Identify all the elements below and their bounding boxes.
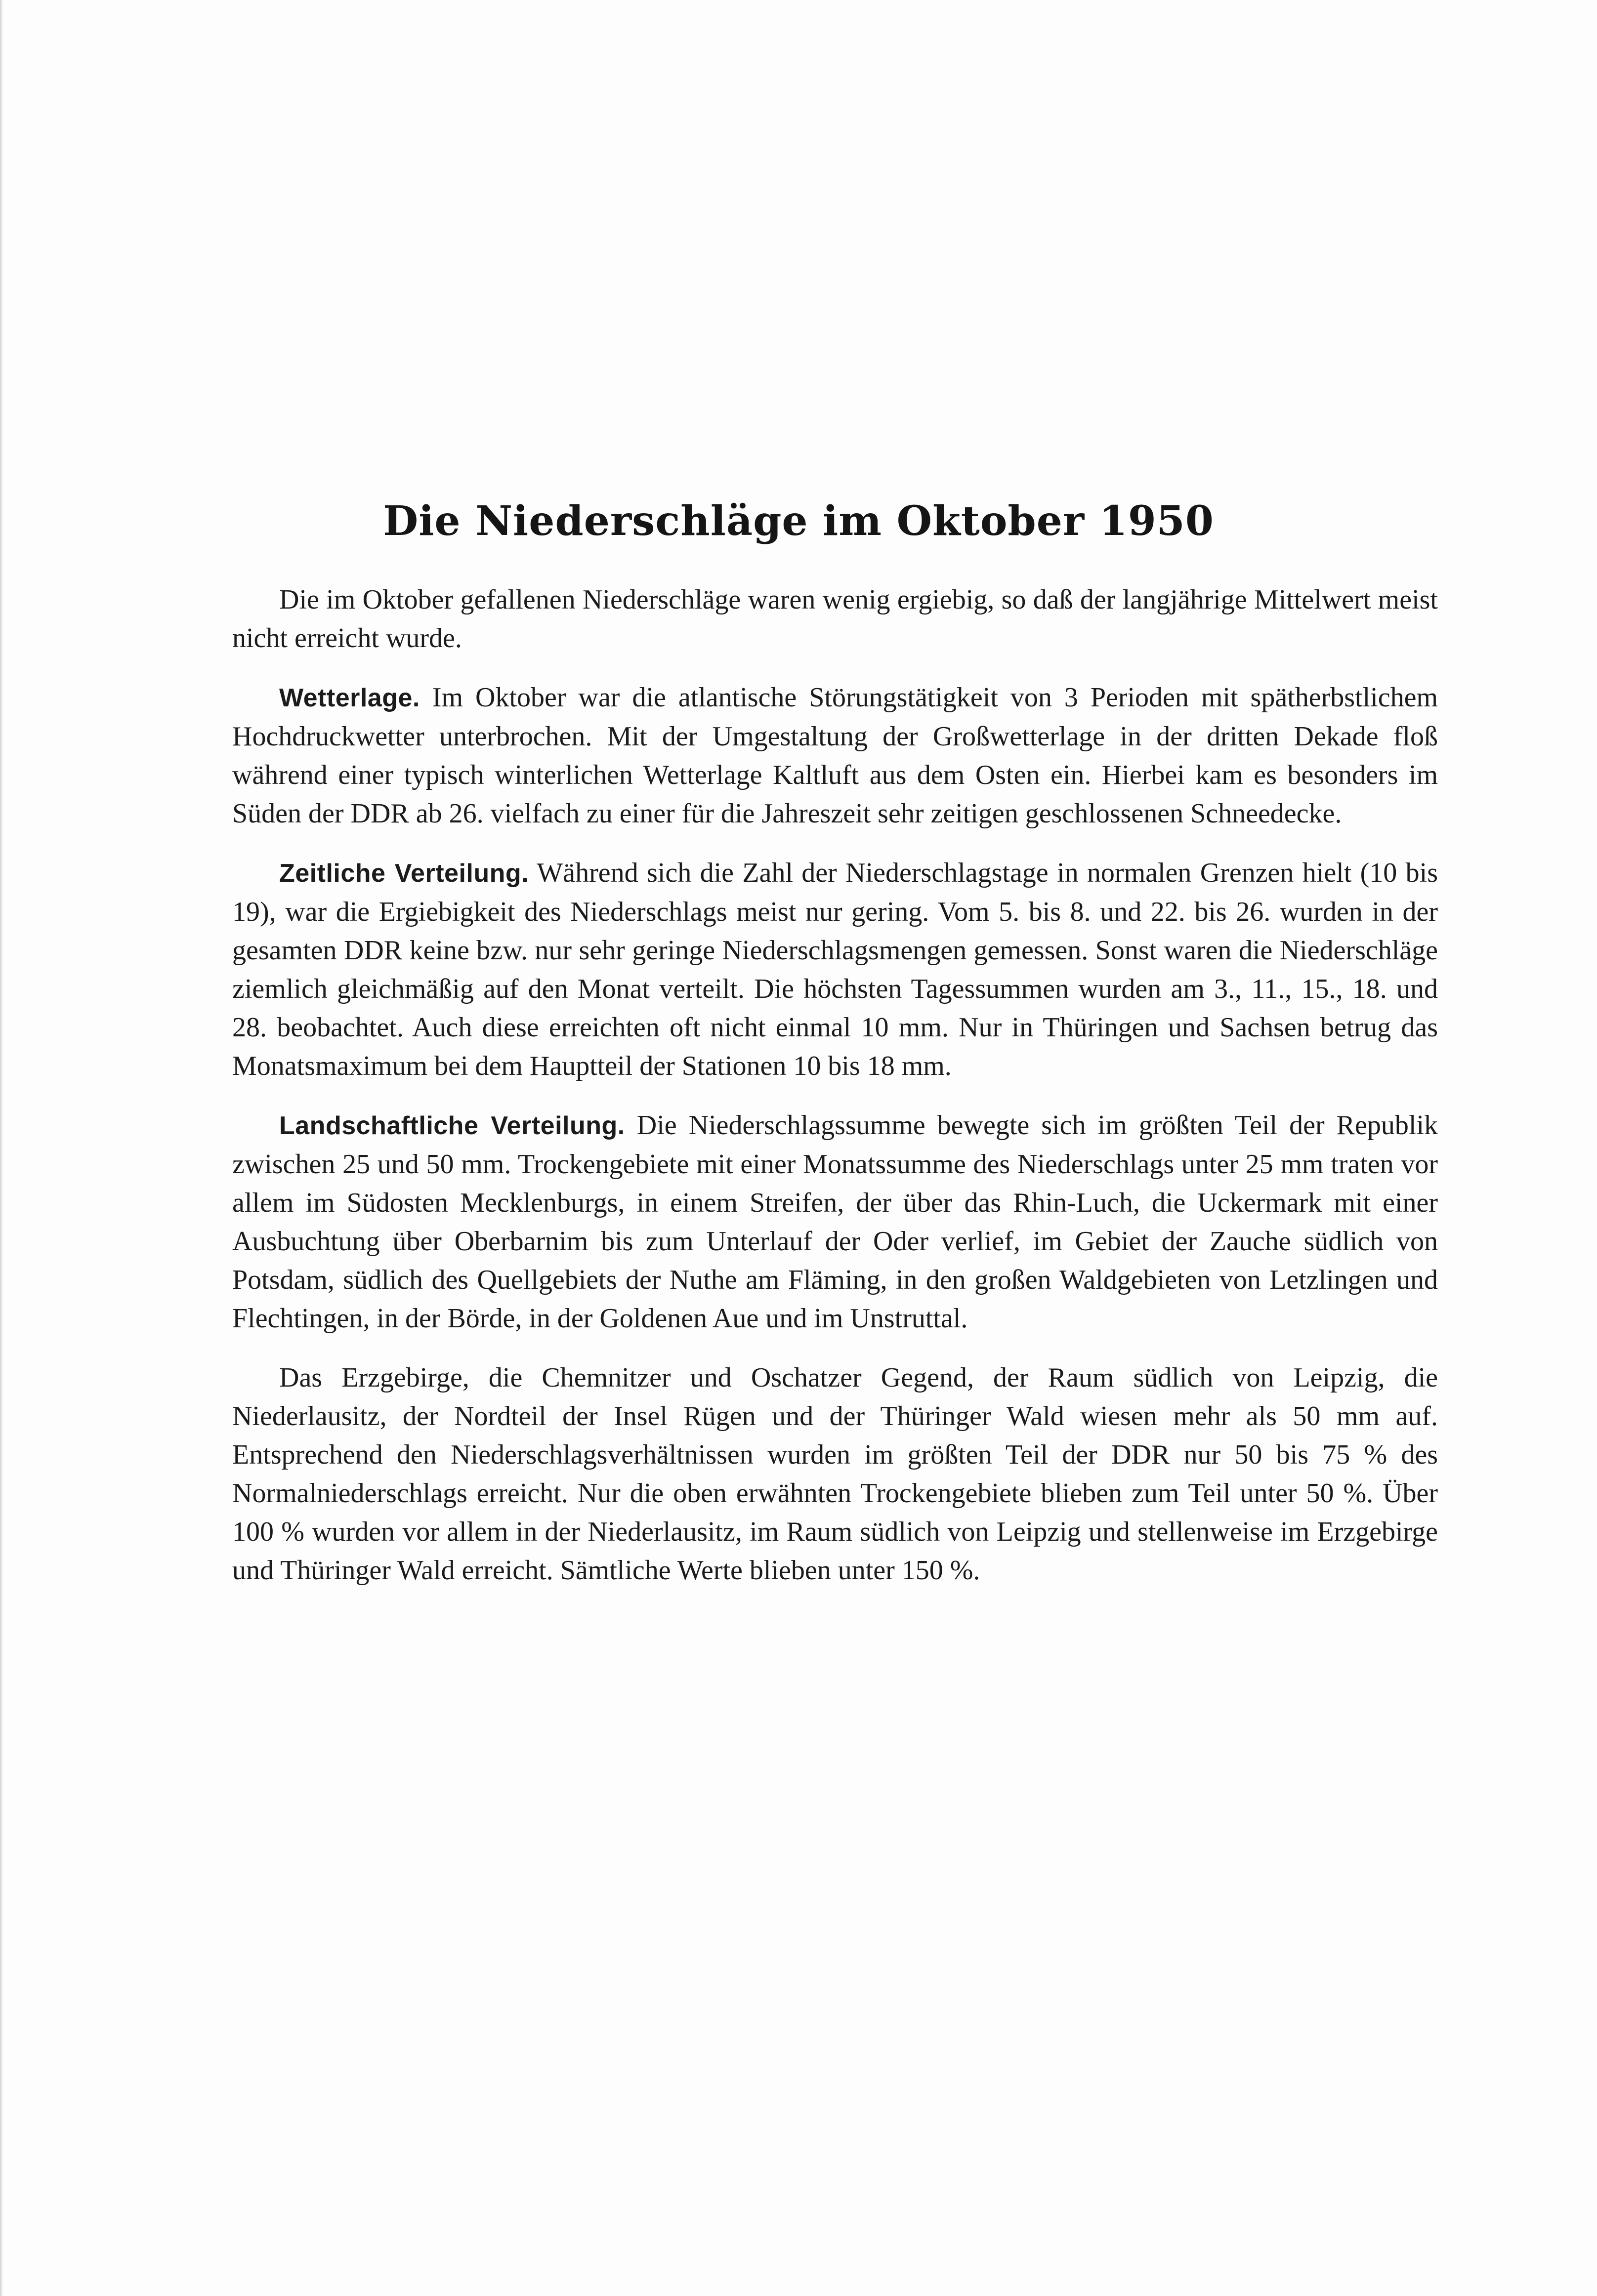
page-title: Die Niederschläge im Oktober 1950	[383, 497, 1214, 545]
paragraph-text: Im Oktober war die atlantische Störungstätigkeit von 3 Perioden mit spätherbstlichem Hochdruckwetter unterbrochen. Mit der Umgestaltung der Großwetterlage in der dritten Dekade floß während einer typisch winterlichen Wetterlage Kaltluft aus dem Osten ein. Hierbei kam es besonders im Süden der DDR ab 26. vielfach zu einer für die Jahreszeit sehr zeitigen geschlossenen Schneedecke.	[232, 682, 1438, 829]
paragraph-landschaftliche-verteilung	[232, 1106, 1438, 1338]
paragraph-lead: Landschaftliche Verteilung.	[279, 1111, 625, 1140]
paragraph-intro	[232, 580, 1438, 657]
page-edge-shadow	[0, 0, 3, 2296]
paragraph-text: Während sich die Zahl der Niederschlagstage in normalen Grenzen hielt (10 bis 19), war die Ergiebigkeit des Niederschlags meist nur gering. Vom 5. bis 8. und 22. bis 26. wurden in der gesamten DDR keine bzw. nur sehr geringe Niederschlagsmengen gemessen. Sonst waren die Niederschläge ziemlich gleichmäßig auf den Monat verteilt. Die höchsten Tagessummen wurden am 3., 11., 15., 18. und 28. beobachtet. Auch diese erreichten oft nicht einmal 10 mm. Nur in Thüringen und Sachsen betrug das Monatsmaximum bei dem Hauptteil der Stationen 10 bis 18 mm.	[232, 858, 1438, 1081]
article-body	[232, 580, 1438, 1610]
paragraph-text: Die im Oktober gefallenen Niederschläge waren wenig ergiebig, so daß der langjährige Mittelwert meist nicht erreicht wurde.	[232, 584, 1438, 654]
paragraph-text: Die Niederschlagssumme bewegte sich im größten Teil der Republik zwischen 25 und 50 mm. Trockengebiete mit einer Monatssumme des Niederschlags unter 25 mm traten vor allem im Südosten Mecklenburgs, in einem Streifen, der über das Rhin-Luch, die Uckermark mit einer Ausbuchtung über Oberbarnim bis zum Unterlauf der Oder verlief, im Gebiet der Zauche südlich von Potsdam, südlich des Quellgebiets der Nuthe am Fläming, in den großen Waldgebieten von Letzlingen und Flechtingen, in der Börde, in der Goldenen Aue und im Unstruttal.	[232, 1110, 1438, 1334]
paragraph-zeitliche-verteilung	[232, 854, 1438, 1085]
paragraph-text: Das Erzgebirge, die Chemnitzer und Oschatzer Gegend, der Raum südlich von Leipzig, die Niederlausitz, der Nordteil der Insel Rügen und der Thüringer Wald wiesen mehr als 50 mm auf. Entsprechend den Niederschlagsverhältnissen wurden im größten Teil der DDR nur 50 bis 75 % des Normalniederschlags erreicht. Nur die oben erwähnten Trockengebiete blieben zum Teil unter 50 %. Über 100 % wurden vor allem in der Niederlausitz, im Raum südlich von Leipzig und stellenweise im Erzgebirge und Thüringer Wald erreicht. Sämtliche Werte blieben unter 150 %.	[232, 1362, 1438, 1586]
paragraph-lead: Zeitliche Verteilung.	[279, 859, 529, 888]
paragraph-wetterlage	[232, 678, 1438, 833]
paragraph-regional-values	[232, 1358, 1438, 1590]
paragraph-lead: Wetterlage.	[279, 684, 420, 712]
